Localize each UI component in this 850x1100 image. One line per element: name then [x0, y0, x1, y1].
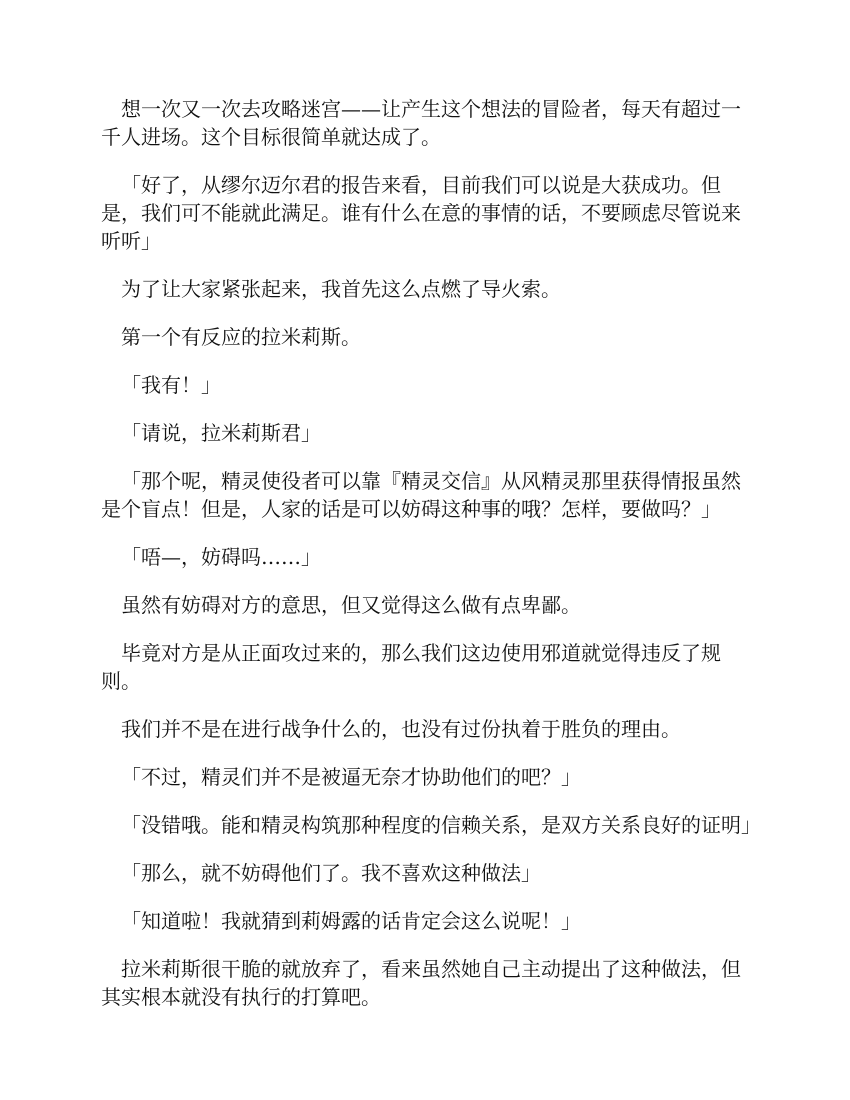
paragraph: 「没错哦。能和精灵构筑那种程度的信赖关系，是双方关系良好的证明」: [121, 813, 761, 837]
paragraph: 第一个有反应的拉米莉斯。: [121, 325, 361, 349]
paragraph: 「那么，就不妨碍他们了。我不喜欢这种做法」: [121, 861, 541, 885]
paragraph: 毕竟对方是从正面攻过来的，那么我们这边使用邪道就觉得违反了规则。: [101, 641, 721, 693]
paragraph: 「不过，精灵们并不是被逼无奈才协助他们的吧？」: [121, 765, 581, 789]
paragraph: 为了让大家紧张起来，我首先这么点燃了导火索。: [121, 277, 561, 301]
paragraph: 「请说，拉米莉斯君」: [121, 421, 321, 445]
paragraph: 虽然有妨碍对方的意思，但又觉得这么做有点卑鄙。: [121, 593, 581, 617]
text-body: [101, 95, 761, 1031]
paragraph: 我们并不是在进行战争什么的，也没有过份执着于胜负的理由。: [121, 717, 681, 741]
paragraph: 「我有！」: [121, 373, 221, 397]
paragraph: 「那个呢，精灵使役者可以靠『精灵交信』从风精灵那里获得情报虽然是个盲点！但是，人家的话是可以妨碍这种事的哦？怎样，要做吗？」: [101, 469, 741, 521]
paragraph: 拉米莉斯很干脆的就放弃了，看来虽然她自己主动提出了这种做法，但其实根本就没有执行的打算吧。: [101, 957, 741, 1009]
paragraph: 想一次又一次去攻略迷宫——让产生这个想法的冒险者，每天有超过一千人进场。这个目标很简单就达成了。: [101, 97, 741, 149]
paragraph: 「唔—，妨碍吗……」: [121, 545, 321, 569]
paragraph: 「知道啦！我就猜到莉姆露的话肯定会这么说呢！」: [121, 909, 581, 933]
paragraph: 「好了，从缪尔迈尔君的报告来看，目前我们可以说是大获成功。但是，我们可不能就此满足。谁有什么在意的事情的话，不要顾虑尽管说来听听」: [101, 173, 741, 253]
